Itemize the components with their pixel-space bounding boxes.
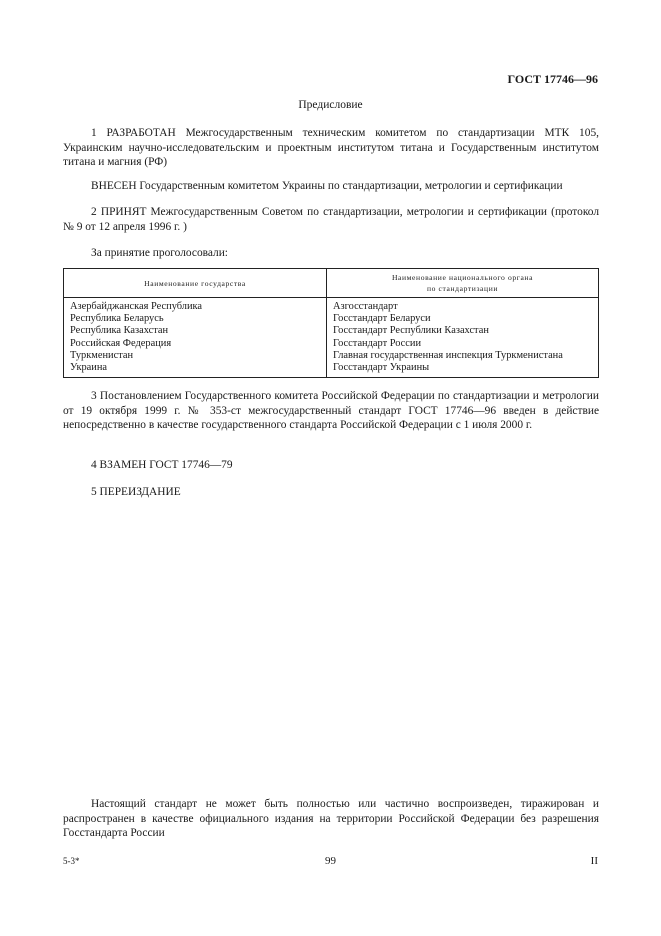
- table-row: [64, 298, 599, 314]
- col-header-state: Наименование государства: [64, 269, 327, 298]
- state-cell: Туркменистан: [64, 350, 327, 362]
- page-title: Предисловие: [298, 99, 363, 111]
- col-header-national-body-line1: Наименование национального органа: [391, 273, 534, 282]
- table-row: [64, 325, 599, 337]
- national-body-cell: Госстандарт Украины: [327, 362, 599, 378]
- print-mark: 5-3*: [63, 856, 80, 866]
- section-1-developed: 1 РАЗРАБОТАН Межгосударственным техническим комитетом по стандартизации МТК 105, Украинским научно-исследовательским и проектным институтом титана и Государственным институтом титана и магния (РФ): [63, 127, 599, 169]
- section-4-replaces: 4 ВЗАМЕН ГОСТ 17746—79: [91, 459, 233, 471]
- voting-states-table: [63, 268, 599, 378]
- state-cell: Украина: [64, 362, 327, 378]
- table-row: [64, 313, 599, 325]
- state-cell: Республика Казахстан: [64, 325, 327, 337]
- standard-code-header: ГОСТ 17746—96: [507, 72, 598, 86]
- section-5-reissue: 5 ПЕРЕИЗДАНИЕ: [91, 486, 181, 498]
- voted-label: За принятие проголосовали:: [91, 247, 228, 259]
- section-introduced: ВНЕСЕН Государственным комитетом Украины по стандартизации, метрологии и сертификации: [91, 180, 563, 192]
- national-body-cell: Азгосстандарт: [327, 298, 599, 314]
- table-row: [64, 362, 599, 378]
- section-3-resolution: 3 Постановлением Государственного комитета Российской Федерации по стандартизации и метрологии от 19 октября 1999 г. № 353-ст межгосударственный стандарт ГОСТ 17746—96 введен в действие непосредственно в качестве государственного стандарта Российской Федерации с 1 июля 2000 г.: [63, 390, 599, 432]
- table-row: [64, 338, 599, 350]
- national-body-cell: Госстандарт Беларуси: [327, 313, 599, 325]
- state-cell: Российская Федерация: [64, 338, 327, 350]
- state-cell: Азербайджанская Республика: [64, 298, 327, 314]
- section-2-adopted: 2 ПРИНЯТ Межгосударственным Советом по стандартизации, метрологии и сертификации (протокол № 9 от 12 апреля 1996 г. ): [63, 206, 599, 233]
- national-body-cell: Госстандарт России: [327, 338, 599, 350]
- table-header-row: [64, 269, 599, 298]
- national-body-cell: Главная государственная инспекция Туркменистана: [327, 350, 599, 362]
- copyright-notice: Настоящий стандарт не может быть полностью или частично воспроизведен, тиражирован и распространен в качестве официального издания на территории Российской Федерации без разрешения Госстандарта России: [63, 798, 599, 840]
- state-cell: Республика Беларусь: [64, 313, 327, 325]
- col-header-national-body-line2: по стандартизации: [426, 284, 499, 293]
- col-header-national-body: [327, 269, 599, 298]
- page-number: 99: [325, 855, 336, 867]
- national-body-cell: Госстандарт Республики Казахстан: [327, 325, 599, 337]
- table-row: [64, 350, 599, 362]
- roman-page-marker: II: [590, 855, 598, 867]
